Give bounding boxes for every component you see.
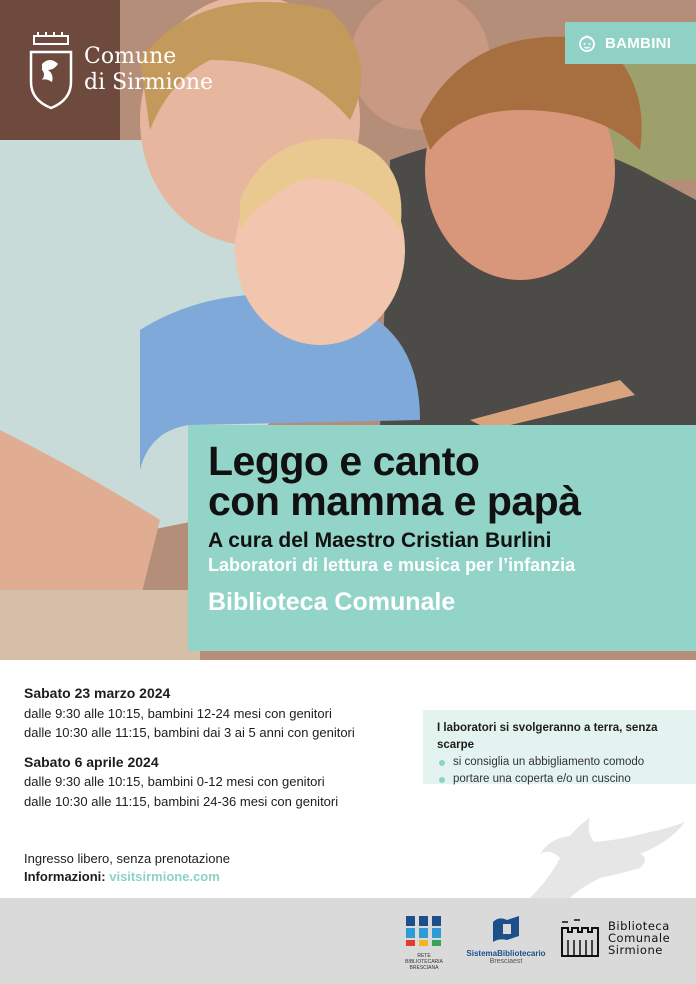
footer-library-line2: Comunale — [608, 931, 671, 945]
rete-bibliotecaria-logo-icon — [404, 914, 444, 948]
crest-icon — [28, 30, 74, 110]
footer-logo-subcaption: Bresciaest — [489, 958, 523, 965]
event-subtitle: Laboratori di lettura e musica per l’infanzia — [208, 555, 576, 575]
notes-item — [437, 754, 696, 771]
notes-heading: I laboratori si svolgeranno a terra, senza scarpe — [437, 722, 658, 751]
website-link[interactable]: visitsirmione.com — [109, 869, 220, 884]
event-title-line1: Leggo e canto — [208, 438, 480, 484]
notes-panel — [423, 710, 696, 784]
municipality-name-line2: di Sirmione — [84, 70, 214, 95]
notes-item — [437, 771, 696, 788]
schedule-session: dalle 10:30 alle 11:15, bambini 24-36 mesi con genitori — [24, 793, 339, 809]
schedule-session: dalle 9:30 alle 10:15, bambini 0-12 mesi con genitori — [24, 774, 325, 789]
notes-item-text: si consiglia un abbigliamento comodo — [453, 756, 645, 768]
footer-logo-sistema-bibliotecario — [460, 914, 552, 965]
event-curator: A cura del Maestro Cristian Burlini — [208, 529, 552, 552]
child-face-icon — [577, 33, 597, 53]
schedule-date: Sabato 6 aprile 2024 — [24, 753, 159, 770]
info-label: Informazioni: — [24, 869, 106, 884]
schedule — [24, 684, 404, 811]
category-badge-label: BAMBINI — [605, 34, 672, 52]
event-venue: Biblioteca Comunale — [208, 588, 456, 616]
footer-library-line1: Biblioteca — [608, 919, 670, 933]
schedule-session: dalle 10:30 alle 11:15, bambini dai 3 ai 5 anni con genitori — [24, 725, 355, 740]
notes-item-text: portare una coperta e/o un cuscino — [453, 773, 631, 785]
title-panel — [188, 425, 696, 651]
schedule-date: Sabato 23 marzo 2024 — [24, 685, 171, 701]
bullet-icon — [439, 777, 445, 783]
event-title-line2: con mamma e papà — [208, 478, 581, 524]
schedule-session: dalle 9:30 alle 10:15, bambini 12-24 mesi con genitori — [24, 705, 332, 721]
footer-logo-caption: RETE BIBLIOTECARIA BRESCIANA — [405, 953, 443, 971]
sistema-bibliotecario-logo-icon — [489, 914, 523, 944]
category-badge — [565, 22, 696, 64]
castle-icon — [560, 918, 602, 958]
griffin-watermark-icon — [520, 818, 690, 898]
bullet-icon — [439, 760, 445, 766]
footer-logo-rete-bibliotecaria — [402, 914, 446, 971]
footer-logo-caption: SistemaBibliotecario — [466, 949, 546, 958]
entry-note: Ingresso libero, senza prenotazione — [24, 851, 230, 866]
footer-logo-biblioteca-sirmione — [560, 918, 670, 958]
municipality-name-line1: Comune — [84, 44, 177, 69]
info-block — [24, 850, 230, 886]
municipality-logo — [28, 30, 213, 110]
footer-library-line3: Sirmione — [608, 943, 663, 957]
